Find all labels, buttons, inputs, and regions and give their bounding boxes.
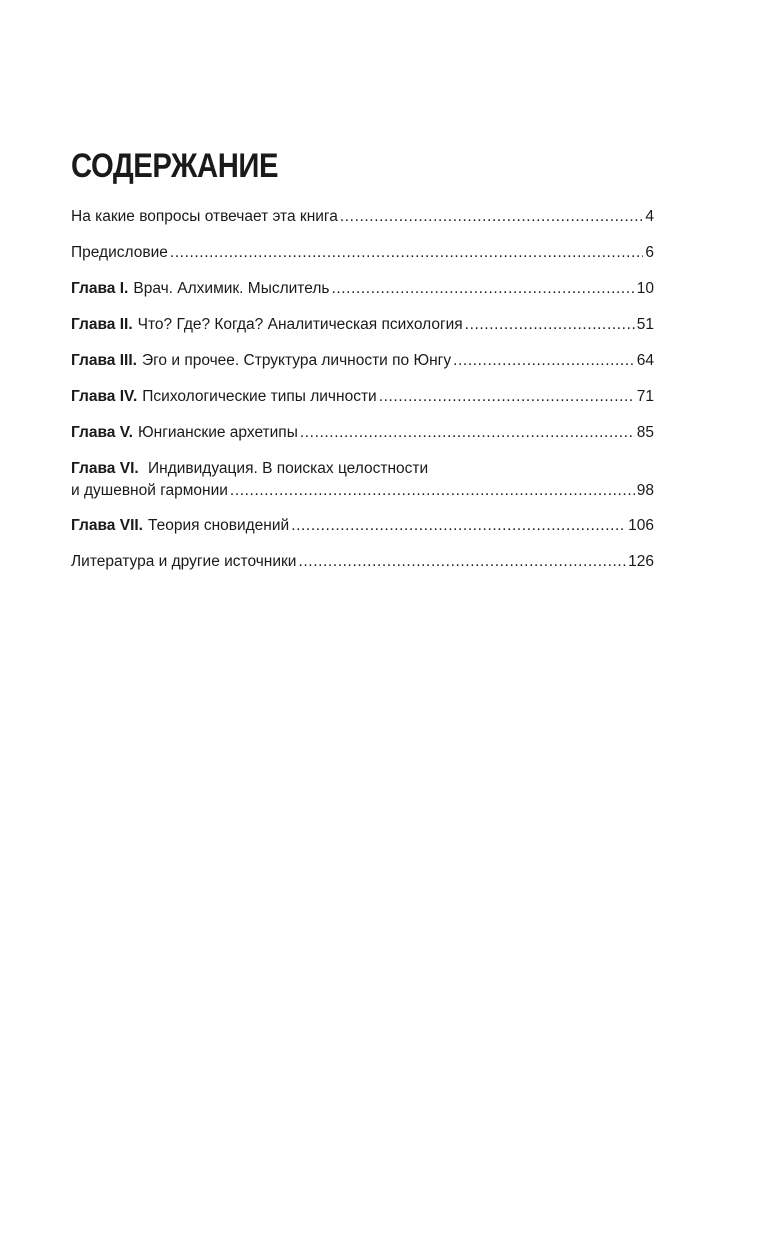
toc-entry[interactable]: [71, 350, 654, 372]
page-number: 10: [636, 280, 654, 297]
entry-title: На какие вопросы отвечает эта книга: [71, 208, 338, 225]
dot-leader: [291, 515, 626, 537]
dot-leader: [170, 242, 644, 264]
page-number: 98: [636, 482, 654, 499]
toc-list: [71, 206, 654, 573]
page-title: СОДЕРЖАНИЕ: [71, 147, 279, 185]
dot-leader: [300, 422, 635, 444]
dot-leader: [331, 278, 634, 300]
chapter-label: Глава VII.: [71, 517, 143, 534]
page-number: 4: [645, 208, 654, 225]
entry-title: Теория сновидений: [148, 517, 290, 534]
entry-title: Психологические типы личности: [142, 388, 377, 405]
toc-entry[interactable]: [71, 515, 654, 537]
dot-leader: [453, 350, 635, 372]
toc-entry[interactable]: [71, 314, 654, 336]
dot-leader: [340, 206, 644, 228]
entry-title: Юнгианские архетипы: [137, 424, 298, 441]
chapter-label: Глава III.: [71, 352, 137, 369]
chapter-label: Глава VI.: [71, 460, 139, 477]
page-number: 6: [645, 244, 654, 261]
toc-entry[interactable]: [71, 278, 654, 300]
dot-leader: [230, 480, 635, 502]
dot-leader: [465, 314, 635, 336]
entry-title-continuation: и душевной гармонии: [71, 482, 228, 499]
entry-title: Эго и прочее. Структура личности по Юнгу: [141, 352, 452, 369]
page-number: 126: [628, 553, 654, 570]
chapter-label: Глава IV.: [71, 388, 138, 405]
chapter-label: Глава V.: [71, 424, 133, 441]
entry-title: Предисловие: [71, 244, 168, 261]
entry-title: Литература и другие источники: [71, 553, 297, 570]
table-of-contents: [71, 146, 654, 587]
dot-leader: [379, 386, 635, 408]
chapter-label: Глава I.: [71, 280, 129, 297]
entry-title: Врач. Алхимик. Мыслитель: [133, 280, 330, 297]
toc-entry[interactable]: [71, 386, 654, 408]
page-number: 51: [636, 316, 654, 333]
entry-title: Индивидуация. В поисках целостности: [148, 460, 429, 477]
dot-leader: [298, 551, 626, 573]
chapter-label: Глава II.: [71, 316, 133, 333]
toc-entry[interactable]: [71, 422, 654, 444]
toc-entry[interactable]: [71, 458, 654, 502]
toc-entry[interactable]: [71, 206, 654, 228]
toc-entry[interactable]: [71, 551, 654, 573]
entry-title: Что? Где? Когда? Аналитическая психология: [137, 316, 463, 333]
toc-entry[interactable]: [71, 242, 654, 264]
page-number: 64: [636, 352, 654, 369]
page-number: 71: [636, 388, 654, 405]
page-number: 85: [636, 424, 654, 441]
page-number: 106: [628, 517, 654, 534]
